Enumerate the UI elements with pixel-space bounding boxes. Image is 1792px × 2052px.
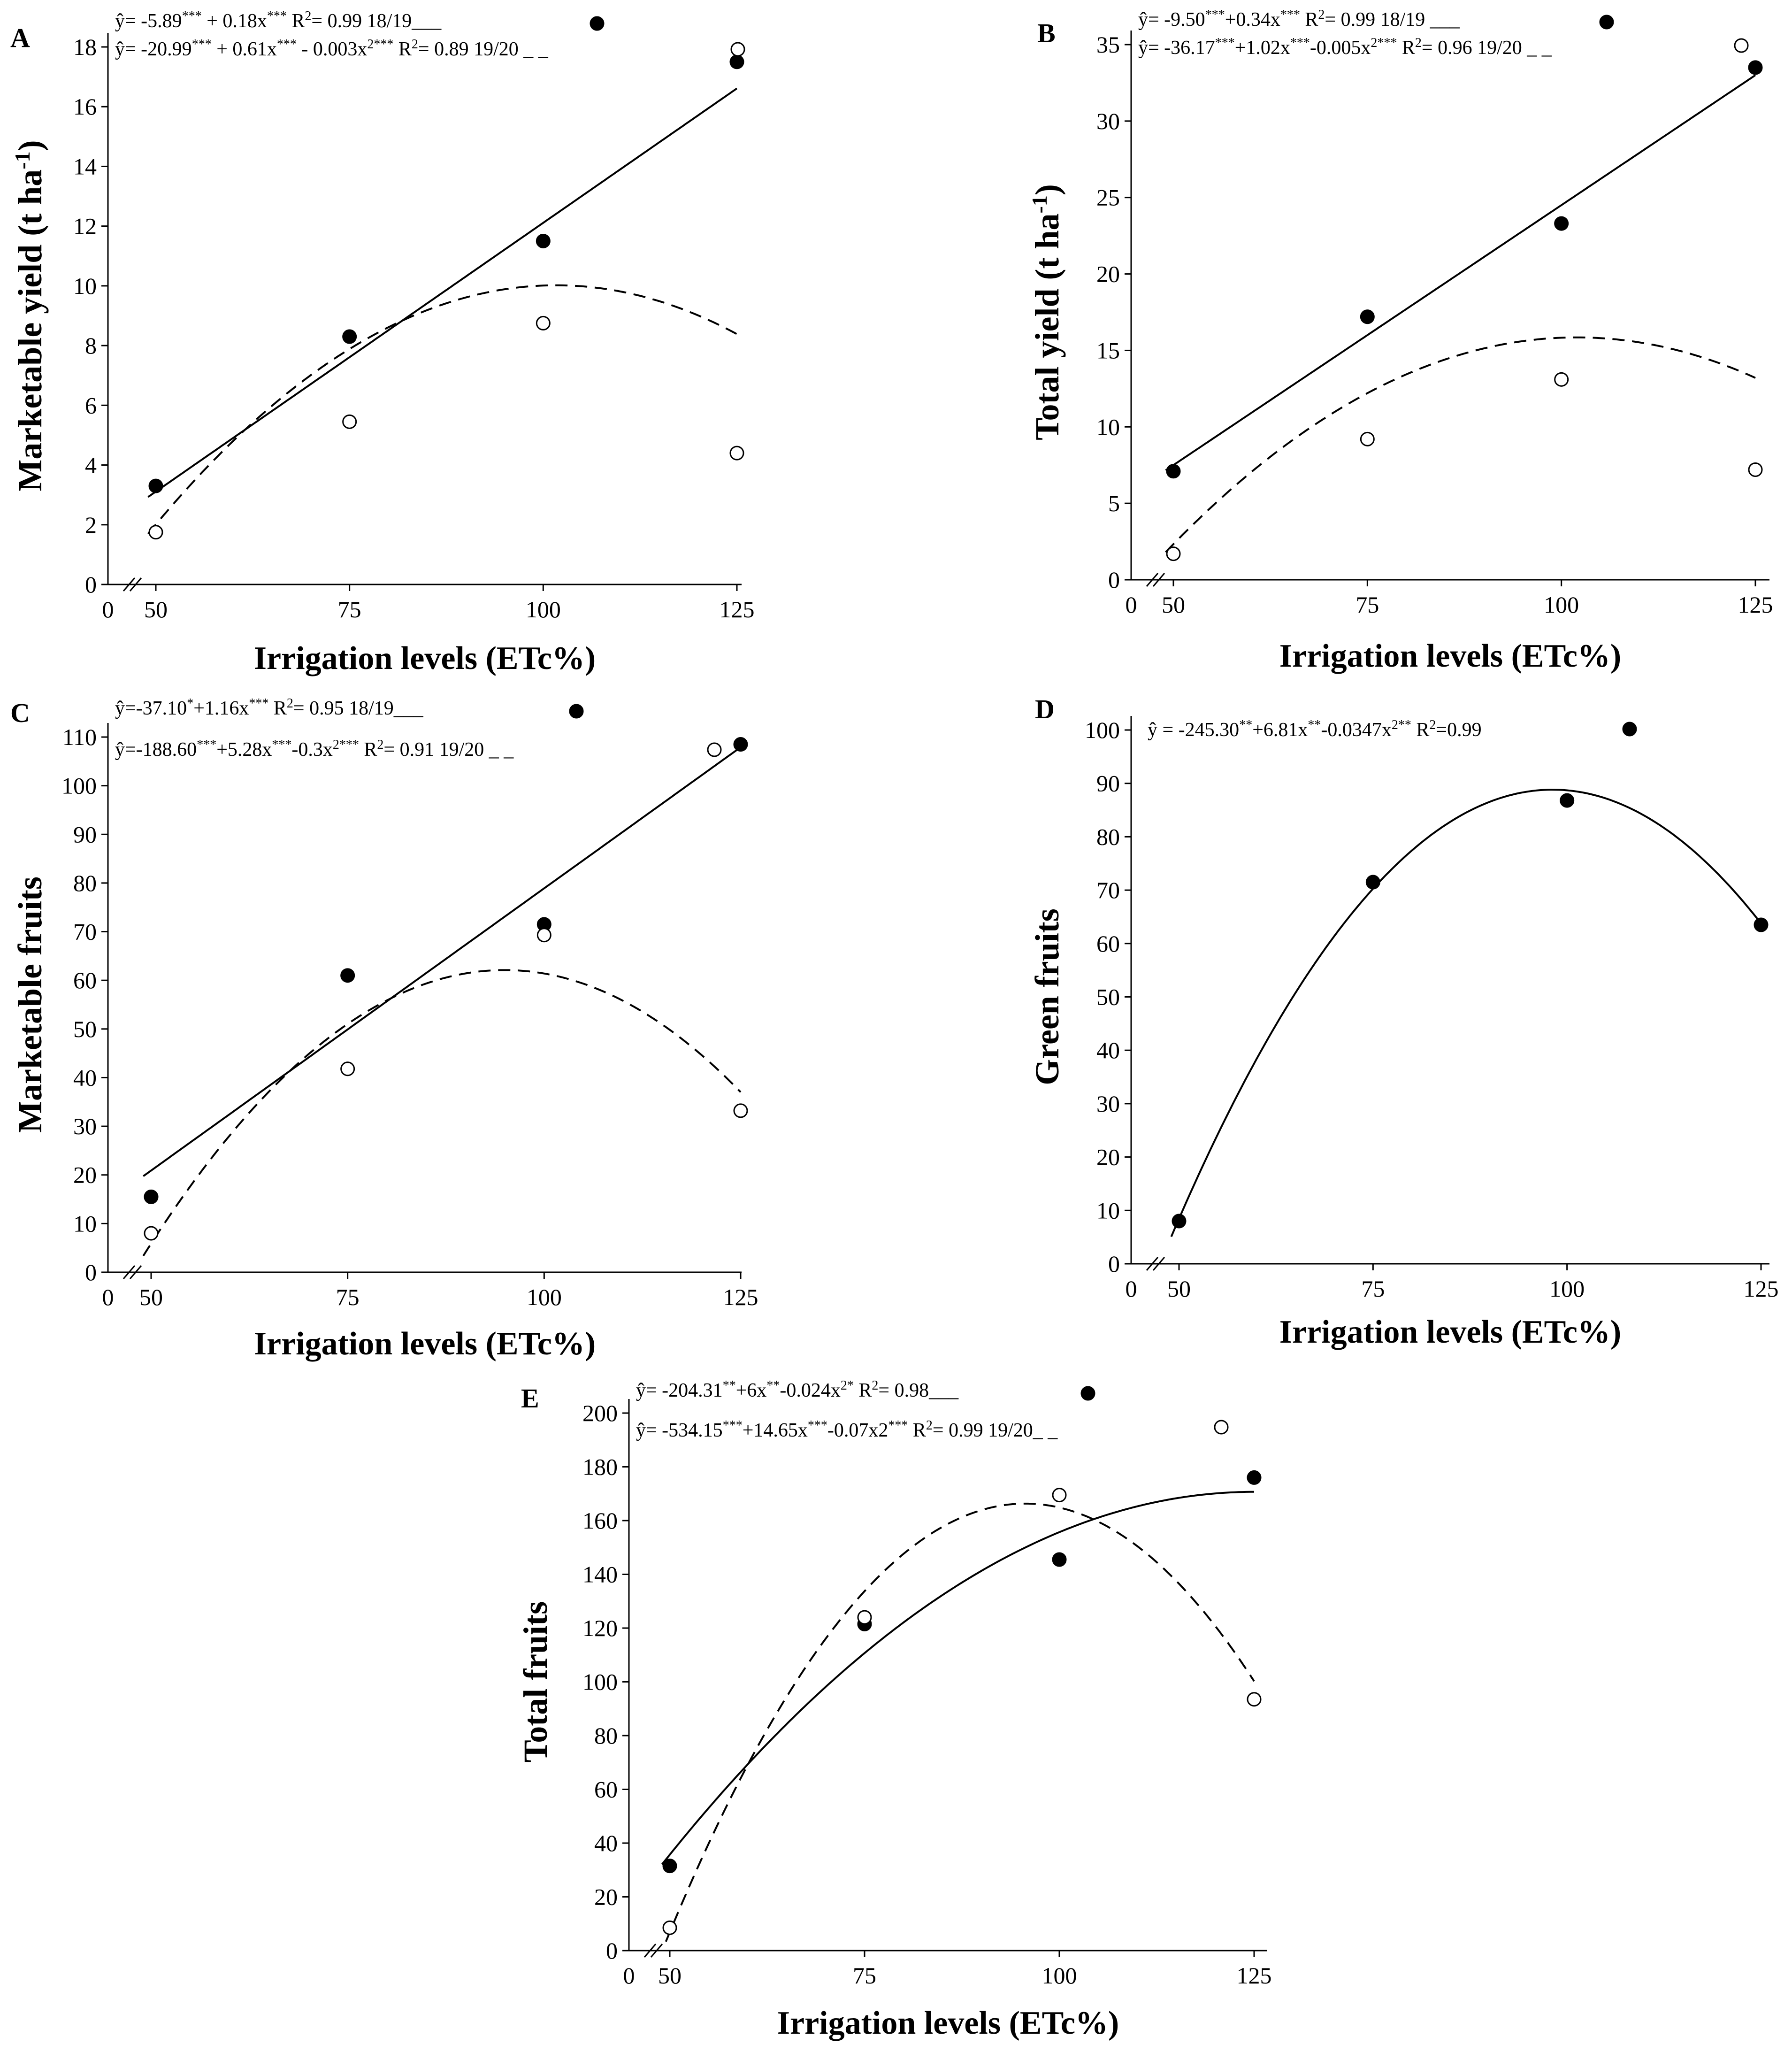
equation-part: _ _ bbox=[1033, 1420, 1058, 1441]
y-tick-label: 0 bbox=[85, 1259, 97, 1285]
y-tick-label: 12 bbox=[73, 213, 97, 239]
equation-part: 2 bbox=[377, 737, 384, 752]
equation-part: = 0.91 19/20 bbox=[383, 739, 484, 761]
equation-part: +5.28x bbox=[216, 739, 272, 761]
data-point-open bbox=[149, 526, 162, 539]
panel-e bbox=[517, 1378, 1272, 2042]
equation-part: ** bbox=[1239, 717, 1253, 732]
y-axis-title-unit: (t ha bbox=[1028, 213, 1066, 280]
y-tick-label: 35 bbox=[1096, 31, 1120, 58]
data-point-open bbox=[1053, 1489, 1066, 1502]
equation-part: 2 bbox=[872, 1378, 879, 1393]
data-point-filled bbox=[734, 738, 747, 751]
y-tick-label: 15 bbox=[1096, 337, 1120, 364]
fit-curve-dashed bbox=[148, 285, 737, 534]
equation-part: ŷ= -9.50 bbox=[1138, 9, 1205, 31]
equation-part: _ _ bbox=[484, 739, 514, 761]
x-tick-label: 75 bbox=[1361, 1276, 1385, 1302]
y-tick-label: 16 bbox=[73, 93, 97, 120]
y-tick-label: 40 bbox=[1096, 1037, 1120, 1064]
equation-part: *** bbox=[1280, 7, 1300, 22]
x-tick-label: 125 bbox=[1236, 1962, 1272, 1989]
x-axis-title: Irrigation levels (ETc%) bbox=[1279, 638, 1622, 674]
equation-part: = 0.95 18/19 bbox=[293, 698, 394, 719]
data-point-open bbox=[1167, 547, 1180, 561]
x-axis-title: Irrigation levels (ETc%) bbox=[777, 2005, 1119, 2041]
regression-equation bbox=[115, 738, 514, 761]
equation-part: *** bbox=[1215, 35, 1235, 50]
fit-curve-solid bbox=[1166, 75, 1756, 470]
data-point-filled bbox=[1754, 918, 1768, 931]
y-tick-label: 100 bbox=[1085, 717, 1120, 743]
y-tick-label: 80 bbox=[1096, 823, 1120, 850]
equation-part: = 0.99 18/19 bbox=[311, 10, 412, 32]
data-point-filled bbox=[730, 55, 743, 69]
fit-curve-solid bbox=[1172, 790, 1761, 1237]
data-point-filled bbox=[536, 234, 550, 247]
equation-part: ___ bbox=[929, 1380, 959, 1401]
y-axis-title-sup: -1 bbox=[10, 151, 34, 169]
y-tick-label: 10 bbox=[1096, 1197, 1120, 1224]
equation-part: 2 bbox=[1318, 7, 1325, 22]
equation-part: +1.16x bbox=[193, 698, 249, 719]
equation-part: 2* bbox=[840, 1378, 854, 1393]
y-tick-label: 20 bbox=[1096, 1144, 1120, 1170]
data-point-open bbox=[343, 415, 356, 428]
panel-letter: A bbox=[10, 23, 30, 53]
data-point-open bbox=[1361, 432, 1374, 446]
equation-part: 2*** bbox=[367, 37, 394, 52]
equation-part: = 0.98 bbox=[878, 1380, 929, 1401]
legend-marker-open bbox=[1735, 39, 1748, 52]
equation-part: 2*** bbox=[332, 737, 359, 752]
equation-part: R bbox=[393, 38, 412, 60]
y-axis-title bbox=[517, 1601, 554, 1762]
equation-part: = 0.99 19/20 bbox=[932, 1420, 1033, 1441]
y-tick-label: 60 bbox=[73, 967, 97, 994]
equation-part: +0.34x bbox=[1225, 9, 1280, 31]
y-axis-title bbox=[11, 876, 49, 1133]
y-axis-title-unit: (t ha bbox=[11, 169, 49, 236]
x-tick-label: 50 bbox=[1162, 592, 1185, 618]
equation-part: -0.024x bbox=[780, 1380, 841, 1401]
y-tick-label: 40 bbox=[73, 1064, 97, 1091]
x-tick-label: 0 bbox=[102, 1284, 114, 1310]
data-point-filled bbox=[1172, 1214, 1186, 1228]
legend-marker-filled bbox=[590, 17, 604, 30]
x-tick-label: 125 bbox=[719, 596, 755, 623]
y-tick-label: 0 bbox=[1108, 1251, 1120, 1277]
y-tick-label: 25 bbox=[1096, 184, 1120, 211]
x-tick-label: 0 bbox=[1125, 592, 1137, 618]
fit-curve-solid bbox=[143, 747, 741, 1176]
y-tick-label: 10 bbox=[73, 1210, 97, 1237]
y-tick-label: 4 bbox=[85, 452, 97, 478]
legend-marker-open bbox=[1215, 1421, 1228, 1434]
data-point-filled bbox=[341, 969, 354, 982]
equation-part: ŷ= -5.89 bbox=[115, 10, 182, 32]
equation-part: = 0.99 18/19 bbox=[1325, 9, 1425, 31]
panel-letter: E bbox=[521, 1383, 539, 1414]
data-point-open bbox=[341, 1062, 354, 1076]
equation-part: +6x bbox=[735, 1380, 767, 1401]
data-point-open bbox=[730, 446, 743, 460]
equation-part: ŷ= -204.31 bbox=[636, 1380, 723, 1401]
y-axis-title bbox=[1027, 184, 1066, 440]
regression-equation bbox=[1148, 718, 1482, 741]
equation-part: -0.07x2 bbox=[827, 1420, 888, 1441]
data-point-filled bbox=[663, 1860, 676, 1873]
y-tick-label: 5 bbox=[1108, 490, 1120, 517]
x-tick-label: 75 bbox=[1355, 592, 1379, 618]
legend-marker-filled bbox=[570, 705, 583, 718]
x-tick-label: 75 bbox=[337, 596, 361, 623]
y-tick-label: 30 bbox=[1096, 108, 1120, 134]
equation-part: 2 bbox=[305, 8, 312, 23]
data-point-filled bbox=[1555, 217, 1568, 230]
equation-part: 2 bbox=[286, 696, 293, 711]
data-point-open bbox=[145, 1227, 158, 1240]
legend-marker-filled bbox=[1600, 15, 1613, 29]
y-tick-label: 20 bbox=[1096, 261, 1120, 287]
data-point-filled bbox=[145, 1190, 158, 1203]
data-point-filled bbox=[1248, 1471, 1261, 1484]
legend-marker-open bbox=[708, 743, 721, 756]
y-tick-label: 120 bbox=[582, 1615, 618, 1641]
equation-part: R bbox=[1411, 719, 1430, 741]
x-tick-label: 50 bbox=[144, 596, 168, 623]
x-tick-label: 100 bbox=[525, 596, 561, 623]
data-point-filled bbox=[1167, 465, 1180, 478]
panel-b bbox=[1027, 8, 1773, 675]
x-tick-label: 125 bbox=[1738, 592, 1773, 618]
y-tick-label: 80 bbox=[73, 869, 97, 896]
y-tick-label: 40 bbox=[594, 1830, 618, 1856]
y-axis-title-main: Total yield bbox=[1028, 280, 1066, 440]
y-tick-label: 60 bbox=[1096, 930, 1120, 957]
equation-part: * bbox=[187, 696, 194, 711]
data-point-open bbox=[537, 929, 551, 942]
equation-part: ___ bbox=[1425, 9, 1460, 31]
data-point-filled bbox=[1361, 310, 1374, 323]
y-tick-label: 30 bbox=[73, 1113, 97, 1140]
equation-part: ___ bbox=[412, 10, 442, 32]
data-point-open bbox=[734, 1104, 747, 1117]
x-tick-label: 100 bbox=[1544, 592, 1579, 618]
x-tick-label: 0 bbox=[1125, 1276, 1137, 1302]
equation-part: *** bbox=[888, 1418, 908, 1433]
equation-part: R bbox=[853, 1380, 872, 1401]
x-tick-label: 0 bbox=[623, 1962, 635, 1989]
equation-part: ŷ=-37.10 bbox=[115, 698, 187, 719]
panel-letter: B bbox=[1037, 18, 1056, 48]
y-tick-label: 18 bbox=[73, 34, 97, 60]
equation-part: _ _ bbox=[518, 38, 548, 60]
y-tick-label: 50 bbox=[73, 1015, 97, 1042]
panel-d bbox=[1028, 694, 1779, 1350]
x-tick-label: 75 bbox=[336, 1284, 360, 1310]
equation-part: + 0.61x bbox=[211, 38, 277, 60]
equation-part: = 0.89 19/20 bbox=[418, 38, 519, 60]
equation-part: _ _ bbox=[1522, 37, 1552, 59]
x-tick-label: 100 bbox=[526, 1284, 562, 1310]
equation-part: - 0.003x bbox=[296, 38, 368, 60]
regression-equation bbox=[115, 9, 442, 32]
x-tick-label: 0 bbox=[102, 596, 114, 623]
regression-equation bbox=[115, 696, 424, 720]
equation-part: ŷ= -36.17 bbox=[1138, 37, 1215, 59]
panel-letter: C bbox=[10, 698, 30, 728]
equation-part: -0.0347x bbox=[1321, 719, 1392, 741]
regression-equation bbox=[636, 1378, 959, 1402]
legend-marker-open bbox=[731, 43, 744, 56]
regression-equation bbox=[115, 37, 549, 61]
equation-part: ŷ= -20.99 bbox=[115, 38, 192, 60]
x-tick-label: 50 bbox=[1167, 1276, 1191, 1302]
data-point-open bbox=[858, 1611, 871, 1624]
regression-equation bbox=[636, 1418, 1058, 1442]
data-point-open bbox=[536, 316, 550, 330]
y-tick-label: 90 bbox=[1096, 770, 1120, 797]
data-point-filled bbox=[1561, 794, 1574, 807]
x-tick-label: 100 bbox=[1549, 1276, 1585, 1302]
y-tick-label: 70 bbox=[1096, 877, 1120, 904]
y-tick-label: 200 bbox=[582, 1400, 618, 1426]
equation-part: *** bbox=[1205, 7, 1225, 22]
data-point-open bbox=[1749, 463, 1762, 476]
equation-part: R bbox=[359, 739, 377, 761]
equation-part: R bbox=[908, 1420, 926, 1441]
y-tick-label: 140 bbox=[582, 1561, 618, 1588]
equation-part: 2 bbox=[926, 1418, 933, 1433]
equation-part: ** bbox=[1308, 717, 1321, 732]
equation-part: +6.81x bbox=[1252, 719, 1308, 741]
equation-part: ** bbox=[766, 1378, 780, 1393]
data-point-open bbox=[1555, 373, 1568, 386]
y-tick-label: 80 bbox=[594, 1722, 618, 1749]
equation-part: *** bbox=[272, 737, 292, 752]
y-tick-label: 70 bbox=[73, 918, 97, 945]
y-axis-title-main: Marketable fruits bbox=[11, 876, 49, 1133]
equation-part: *** bbox=[197, 737, 217, 752]
equation-part: ___ bbox=[393, 698, 423, 719]
regression-equation bbox=[1138, 8, 1460, 31]
y-tick-label: 0 bbox=[606, 1937, 618, 1964]
y-tick-label: 10 bbox=[1096, 414, 1120, 440]
y-tick-label: 100 bbox=[582, 1668, 618, 1695]
y-tick-label: 0 bbox=[85, 571, 97, 598]
equation-part: *** bbox=[722, 1418, 743, 1433]
equation-part: *** bbox=[191, 37, 212, 52]
y-tick-label: 110 bbox=[62, 724, 97, 750]
data-point-filled bbox=[343, 330, 356, 343]
panel-a bbox=[10, 9, 755, 677]
data-point-filled bbox=[1366, 876, 1379, 889]
equation-part: ŷ = -245.30 bbox=[1148, 719, 1240, 741]
equation-part: +14.65x bbox=[742, 1420, 808, 1441]
fit-curve-dashed bbox=[666, 1504, 1254, 1942]
data-point-filled bbox=[1749, 61, 1762, 74]
equation-part: -0.005x bbox=[1310, 37, 1371, 59]
y-axis-title-close: ) bbox=[1028, 184, 1066, 196]
equation-part: 2 bbox=[1429, 717, 1436, 732]
equation-part: *** bbox=[182, 8, 202, 23]
x-tick-label: 50 bbox=[658, 1962, 682, 1989]
y-tick-label: 50 bbox=[1096, 984, 1120, 1010]
data-point-open bbox=[663, 1921, 676, 1934]
equation-part: ** bbox=[722, 1378, 736, 1393]
x-tick-label: 100 bbox=[1042, 1962, 1077, 1989]
equation-part: + 0.18x bbox=[201, 10, 267, 32]
panel-c bbox=[10, 696, 758, 1362]
y-axis-title-main: Total fruits bbox=[517, 1601, 554, 1763]
y-tick-label: 60 bbox=[594, 1776, 618, 1803]
data-point-filled bbox=[149, 479, 162, 492]
y-tick-label: 8 bbox=[85, 332, 97, 359]
fit-curve-solid bbox=[148, 88, 737, 497]
x-axis-title: Irrigation levels (ETc%) bbox=[253, 640, 596, 676]
equation-part: 2** bbox=[1391, 717, 1411, 732]
equation-part: = 0.96 19/20 bbox=[1421, 37, 1522, 59]
y-tick-label: 160 bbox=[582, 1507, 618, 1534]
legend-marker-filled bbox=[1623, 722, 1636, 736]
equation-part: R bbox=[268, 698, 287, 719]
fit-curve-solid bbox=[662, 1492, 1254, 1865]
panel-letter: D bbox=[1035, 694, 1055, 724]
fit-curve-dashed bbox=[1166, 338, 1756, 552]
equation-part: ŷ= -534.15 bbox=[636, 1420, 723, 1441]
y-tick-label: 2 bbox=[85, 511, 97, 538]
y-tick-label: 14 bbox=[73, 153, 97, 180]
equation-part: 2 bbox=[1415, 35, 1422, 50]
data-point-open bbox=[1248, 1693, 1261, 1706]
equation-part: *** bbox=[1290, 35, 1310, 50]
y-axis-title-close: ) bbox=[11, 140, 49, 152]
regression-equation bbox=[1138, 36, 1552, 59]
equation-part: =0.99 bbox=[1436, 719, 1482, 741]
y-tick-label: 100 bbox=[61, 772, 97, 799]
equation-part: *** bbox=[276, 37, 297, 52]
equation-part: 2*** bbox=[1371, 35, 1397, 50]
equation-part: 2 bbox=[411, 37, 418, 52]
x-tick-label: 125 bbox=[1743, 1276, 1779, 1302]
y-axis-title bbox=[10, 140, 49, 491]
equation-part: *** bbox=[267, 8, 287, 23]
equation-part: R bbox=[1300, 9, 1318, 31]
legend-marker-filled bbox=[1081, 1387, 1095, 1400]
equation-part: ŷ=-188.60 bbox=[115, 739, 197, 761]
y-axis-title bbox=[1028, 908, 1066, 1085]
equation-part: R bbox=[1397, 37, 1415, 59]
y-tick-label: 20 bbox=[73, 1161, 97, 1188]
data-point-filled bbox=[1053, 1553, 1066, 1566]
y-tick-label: 30 bbox=[1096, 1090, 1120, 1117]
equation-part: +1.02x bbox=[1234, 37, 1290, 59]
y-axis-title-main: Marketable yield bbox=[11, 236, 49, 492]
equation-part: R bbox=[286, 10, 305, 32]
y-tick-label: 10 bbox=[73, 272, 97, 299]
y-tick-label: 6 bbox=[85, 392, 97, 419]
equation-part: *** bbox=[807, 1418, 827, 1433]
y-axis-title-main: Green fruits bbox=[1028, 908, 1066, 1085]
y-axis-title-sup: -1 bbox=[1027, 195, 1051, 214]
x-tick-label: 75 bbox=[853, 1962, 876, 1989]
y-tick-label: 180 bbox=[582, 1453, 618, 1480]
y-tick-label: 20 bbox=[594, 1883, 618, 1910]
x-tick-label: 50 bbox=[139, 1284, 163, 1310]
x-axis-title: Irrigation levels (ETc%) bbox=[1279, 1314, 1622, 1350]
equation-part: *** bbox=[249, 696, 269, 711]
y-tick-label: 0 bbox=[1108, 567, 1120, 593]
x-tick-label: 125 bbox=[723, 1284, 758, 1310]
y-tick-label: 90 bbox=[73, 821, 97, 848]
x-axis-title: Irrigation levels (ETc%) bbox=[253, 1326, 596, 1362]
equation-part: -0.3x bbox=[291, 739, 333, 761]
